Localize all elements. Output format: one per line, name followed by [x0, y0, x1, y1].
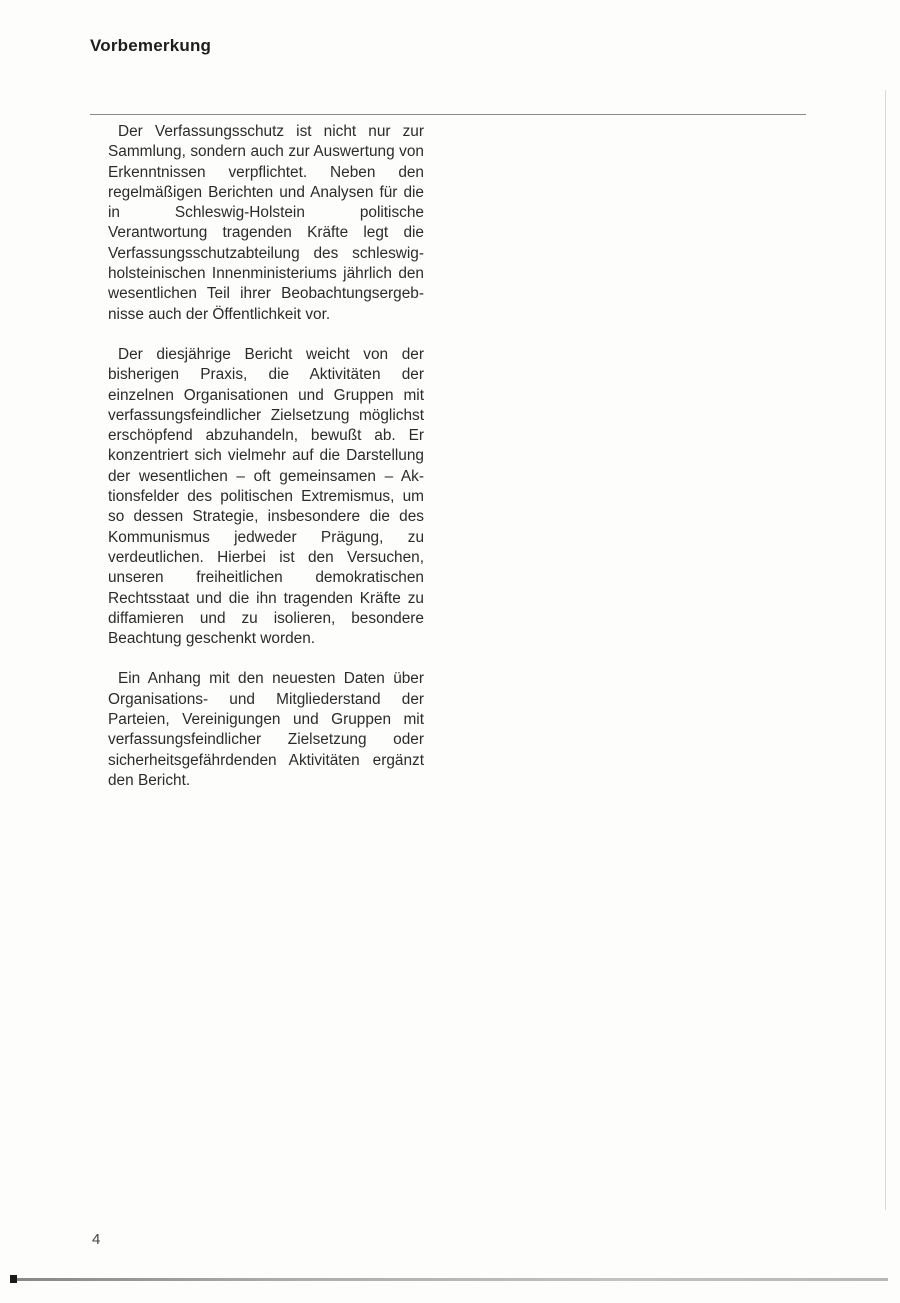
bottom-scan-bar [12, 1278, 888, 1281]
page-number: 4 [92, 1231, 101, 1248]
text-column [108, 122, 424, 811]
bottom-marker [10, 1275, 17, 1283]
paragraph-2: Der diesjährige Bericht weicht von der bisherigen Praxis, die Aktivitäten der einzelnen Organisationen und Gruppen mit verfassungsfeindlicher Zielsetzung möglichst erschöpfend abzuhandeln, bewußt ab. Er konzentriert sich vielmehr auf die Darstellung der wesentlichen – oft gemeinsamen – Aktionsfelder des politischen Extremismus, um so dessen Strategie, insbesondere die des Kommunismus jedweder Prägung, zu verdeutlichen. Hierbei ist den Versuchen, unseren freiheitlichen demokratischen Rechtsstaat und die ihn tragenden Kräfte zu diffamieren und zu isolieren, besondere Beachtung geschenkt worden. [108, 345, 424, 648]
paragraph-3: Ein Anhang mit den neuesten Daten über Organisations- und Mitgliederstand der Parteien, Vereinigungen und Gruppen mit verfassungsfeindlicher Zielsetzung oder sicherheitsgefährdenden Aktivitäten ergänzt den Bericht. [108, 670, 424, 789]
paragraph-1: Der Verfassungsschutz ist nicht nur zur Sammlung, sondern auch zur Auswertung von Erkenntnissen verpflichtet. Neben den regelmäßigen Berichten und Analysen für die in Schleswig-Holstein politische Verantwortung tragenden Kräfte legt die Verfassungsschutzabteilung des schleswig-holsteinischen Innenministeriums jährlich den wesentlichen Teil ihrer Beobachtungsergebnisse auch der Öffentlichkeit vor. [108, 123, 424, 323]
page-edge-line [885, 90, 886, 1210]
heading-rule [90, 114, 806, 115]
section-heading: Vorbemerkung [90, 36, 212, 55]
